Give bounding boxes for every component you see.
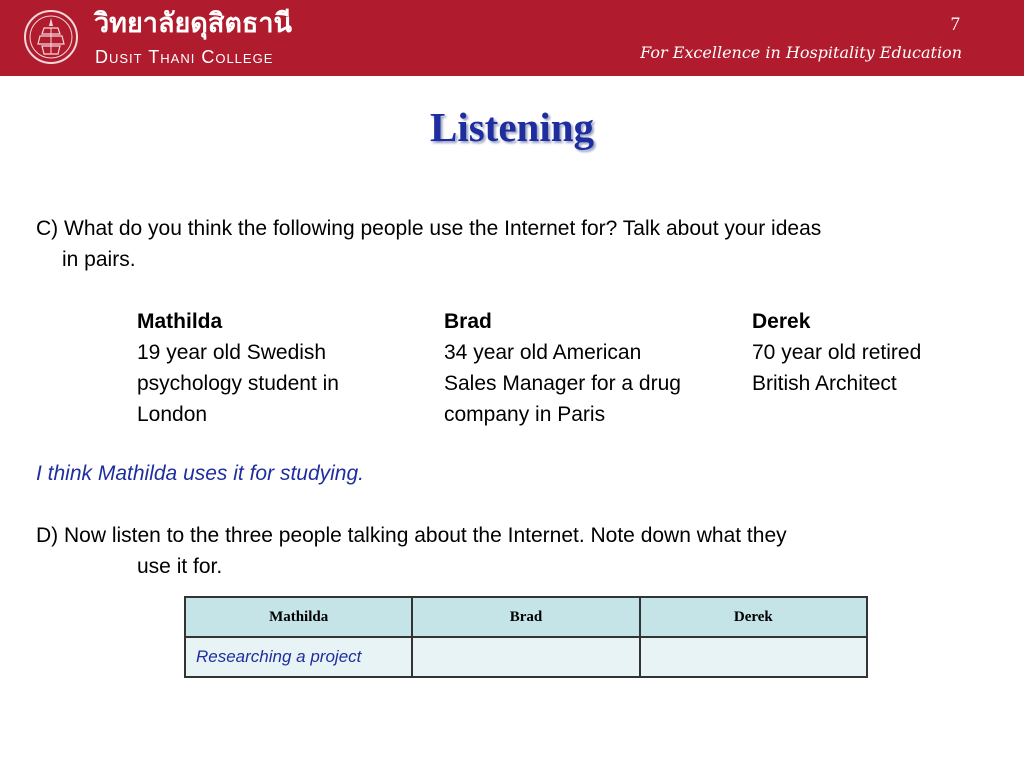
person-name: Derek xyxy=(752,310,811,333)
page-number: 7 xyxy=(950,14,960,35)
slide-title: Listening xyxy=(429,104,595,150)
section-c-line2: in pairs. xyxy=(62,248,136,271)
person-description-line: company in Paris xyxy=(444,403,606,426)
person-description-line: British Architect xyxy=(752,372,897,395)
person-name: Mathilda xyxy=(137,310,223,333)
college-english-name: Dusit Thani College xyxy=(95,47,274,67)
section-c-line1: C) What do you think the following people use the Internet for? Talk about your ideas xyxy=(36,217,822,240)
college-thai-name: วิทยาลัยดุสิตธานี xyxy=(94,8,292,39)
cell-derek xyxy=(640,637,867,677)
example-answer: I think Mathilda uses it for studying. xyxy=(36,462,364,485)
person-description-line: London xyxy=(137,403,208,426)
table-header-row xyxy=(185,597,867,637)
column-header-mathilda: Mathilda xyxy=(185,597,412,637)
person-brad xyxy=(444,306,681,430)
header-bar xyxy=(0,0,1024,76)
person-description-line: 34 year old American xyxy=(444,341,642,364)
section-d-line1: D) Now listen to the three people talking about the Internet. Note down what they xyxy=(36,524,787,547)
college-tagline: For Excellence in Hospitality Education xyxy=(640,43,962,62)
person-mathilda xyxy=(137,306,339,430)
cell-brad xyxy=(412,637,639,677)
section-d-line2: use it for. xyxy=(137,555,223,578)
column-header-derek: Derek xyxy=(640,597,867,637)
college-seal-icon xyxy=(22,6,80,68)
person-description-line: Sales Manager for a drug xyxy=(444,372,681,395)
column-header-brad: Brad xyxy=(412,597,639,637)
section-d-instructions xyxy=(36,520,1006,582)
table-row xyxy=(185,637,867,677)
person-name: Brad xyxy=(444,310,492,333)
person-description-line: 19 year old Swedish xyxy=(137,341,327,364)
person-derek xyxy=(752,306,921,399)
answers-table xyxy=(184,596,868,678)
person-description-line: psychology student in xyxy=(137,372,339,395)
section-c-instructions xyxy=(36,213,1006,275)
person-description-line: 70 year old retired xyxy=(752,341,922,364)
cell-mathilda: Researching a project xyxy=(185,637,412,677)
